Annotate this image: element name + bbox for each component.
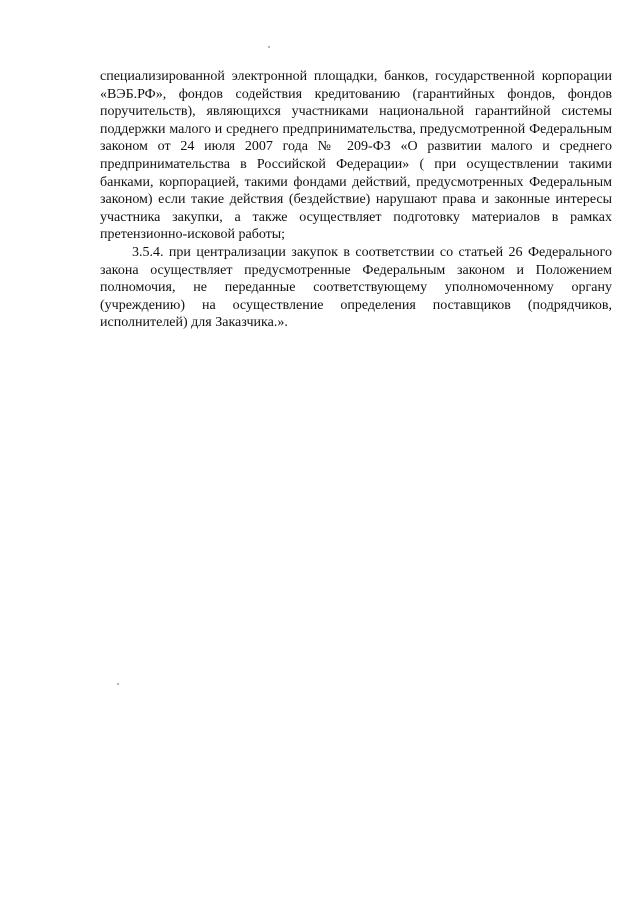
paragraph-3-5-4: 3.5.4. при централизации закупок в соответствии со статьей 26 Федерального закона осуществляет предусмотренные Федеральным законом и Положением полномочия, не переданные соответствующему уполномоченному органу (учреждению) на осуществление определения поставщиков (подрядчиков, исполнителей) для Заказчика.». [100, 244, 612, 331]
paragraph-continuation: специализированной электронной площадки, банков, государственной корпорации «ВЭБ.РФ», фондов содействия кредитованию (гарантийных фондов, фондов поручительств), являющихся участниками национальной гарантийной системы поддержки малого и среднего предпринимательства, предусмотренной Федеральным законом от 24 июля 2007 года № 209-ФЗ «О развитии малого и среднего предпринимательства в Российской Федерации» ( при осуществлении такими банками, корпорацией, такими фондами действий, предусмотренных Федеральным законом) если такие действия (бездействие) нарушают права и законные интересы участника закупки, а также осуществляет подготовку материалов в рамках претензионно-исковой работы; [100, 69, 612, 243]
document-body [100, 68, 612, 332]
scan-speck-left [117, 683, 119, 685]
scan-speck-top [268, 46, 270, 48]
